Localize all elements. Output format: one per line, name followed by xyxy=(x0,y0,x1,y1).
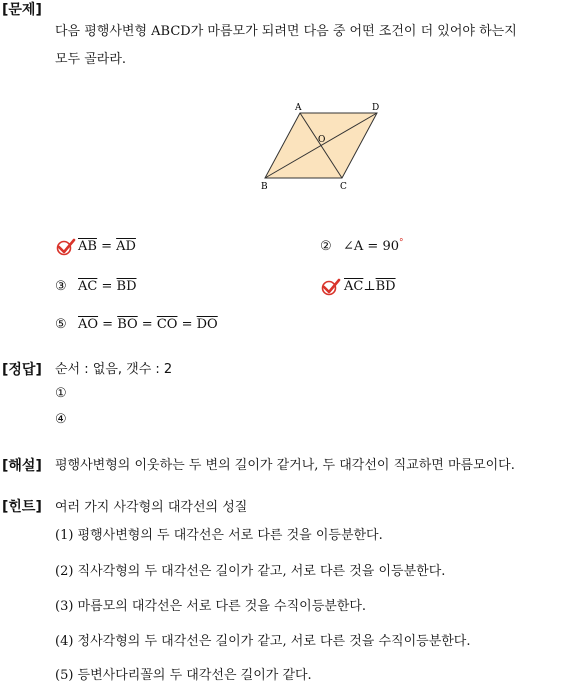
explanation-section-label: [해설] xyxy=(2,458,42,474)
problem-text-line2: 모두 골라라. xyxy=(55,52,127,67)
angle-a-text: ∠A = 90 xyxy=(343,239,399,254)
hint-item-5: (5) 등변사다리꼴의 두 대각선은 길이가 같다. xyxy=(55,668,312,683)
option-4-text xyxy=(344,279,396,295)
option-2-text xyxy=(343,239,403,256)
segment-bo: $\overline{BO}$ xyxy=(117,317,138,332)
segment-ao: $\overline{AO}$ xyxy=(78,317,99,332)
option-5-number: ⑤ xyxy=(55,317,67,332)
parallelogram-figure xyxy=(255,98,390,196)
hint-item-3: (3) 마름모의 대각선은 서로 다른 것을 수직이등분한다. xyxy=(55,599,367,614)
vertex-label-d: D xyxy=(372,103,380,113)
vertex-label-c: C xyxy=(340,182,347,192)
segment-ac: $\overline{AC}$ xyxy=(344,279,364,294)
option-5-text xyxy=(78,317,218,333)
check-mark-icon xyxy=(321,278,341,296)
hint-title: 여러 가지 사각형의 대각선의 성질 xyxy=(55,500,248,515)
problem-section-label: [문제] xyxy=(2,2,42,18)
option-1-text xyxy=(78,239,136,255)
equals-sign: = xyxy=(96,239,117,254)
hint-item-1: (1) 평행사변형의 두 대각선은 서로 다른 것을 이등분한다. xyxy=(55,528,383,543)
segment-bd: $\overline{BD}$ xyxy=(375,279,396,294)
center-label-o: O xyxy=(318,135,326,145)
option-2-number: ② xyxy=(320,239,332,254)
answer-summary: 순서 : 없음, 갯수 : 2 xyxy=(55,362,173,377)
segment-co: $\overline{CO}$ xyxy=(156,317,178,332)
equals-sign: = xyxy=(177,317,197,332)
option-3-text xyxy=(78,279,137,295)
perpendicular-symbol: ⊥ xyxy=(363,279,376,294)
equals-sign: = xyxy=(98,317,118,332)
segment-ad: $\overline{AD}$ xyxy=(116,239,136,254)
hint-item-2: (2) 직사각형의 두 대각선은 길이가 같고, 서로 다른 것을 이등분한다. xyxy=(55,564,446,579)
segment-ab: $\overline{AB}$ xyxy=(78,239,97,254)
answer-item-2: ④ xyxy=(55,412,67,427)
vertex-label-b: B xyxy=(261,182,268,192)
explanation-text: 평행사변형의 이웃하는 두 변의 길이가 같거나, 두 대각선이 직교하면 마름모이다. xyxy=(55,458,515,473)
hint-section-label: [힌트] xyxy=(2,499,42,515)
vertex-label-a: A xyxy=(295,103,302,113)
hint-item-4: (4) 정사각형의 두 대각선은 길이가 같고, 서로 다른 것을 수직이등분한다. xyxy=(55,634,471,649)
segment-do: $\overline{DO}$ xyxy=(196,317,218,332)
answer-section-label: [정답] xyxy=(2,362,42,378)
equals-sign: = xyxy=(97,279,117,294)
answer-item-1: ① xyxy=(55,386,67,401)
option-3-number: ③ xyxy=(55,279,67,294)
segment-bd: $\overline{BD}$ xyxy=(116,279,137,294)
problem-text-line1: 다음 평행사변형 ABCD가 마름모가 되려면 다음 중 어떤 조건이 더 있어야 하는지 xyxy=(55,24,517,39)
degree-symbol: ° xyxy=(398,238,404,248)
equals-sign: = xyxy=(137,317,157,332)
check-mark-icon xyxy=(56,238,76,256)
segment-ac: $\overline{AC}$ xyxy=(78,279,98,294)
